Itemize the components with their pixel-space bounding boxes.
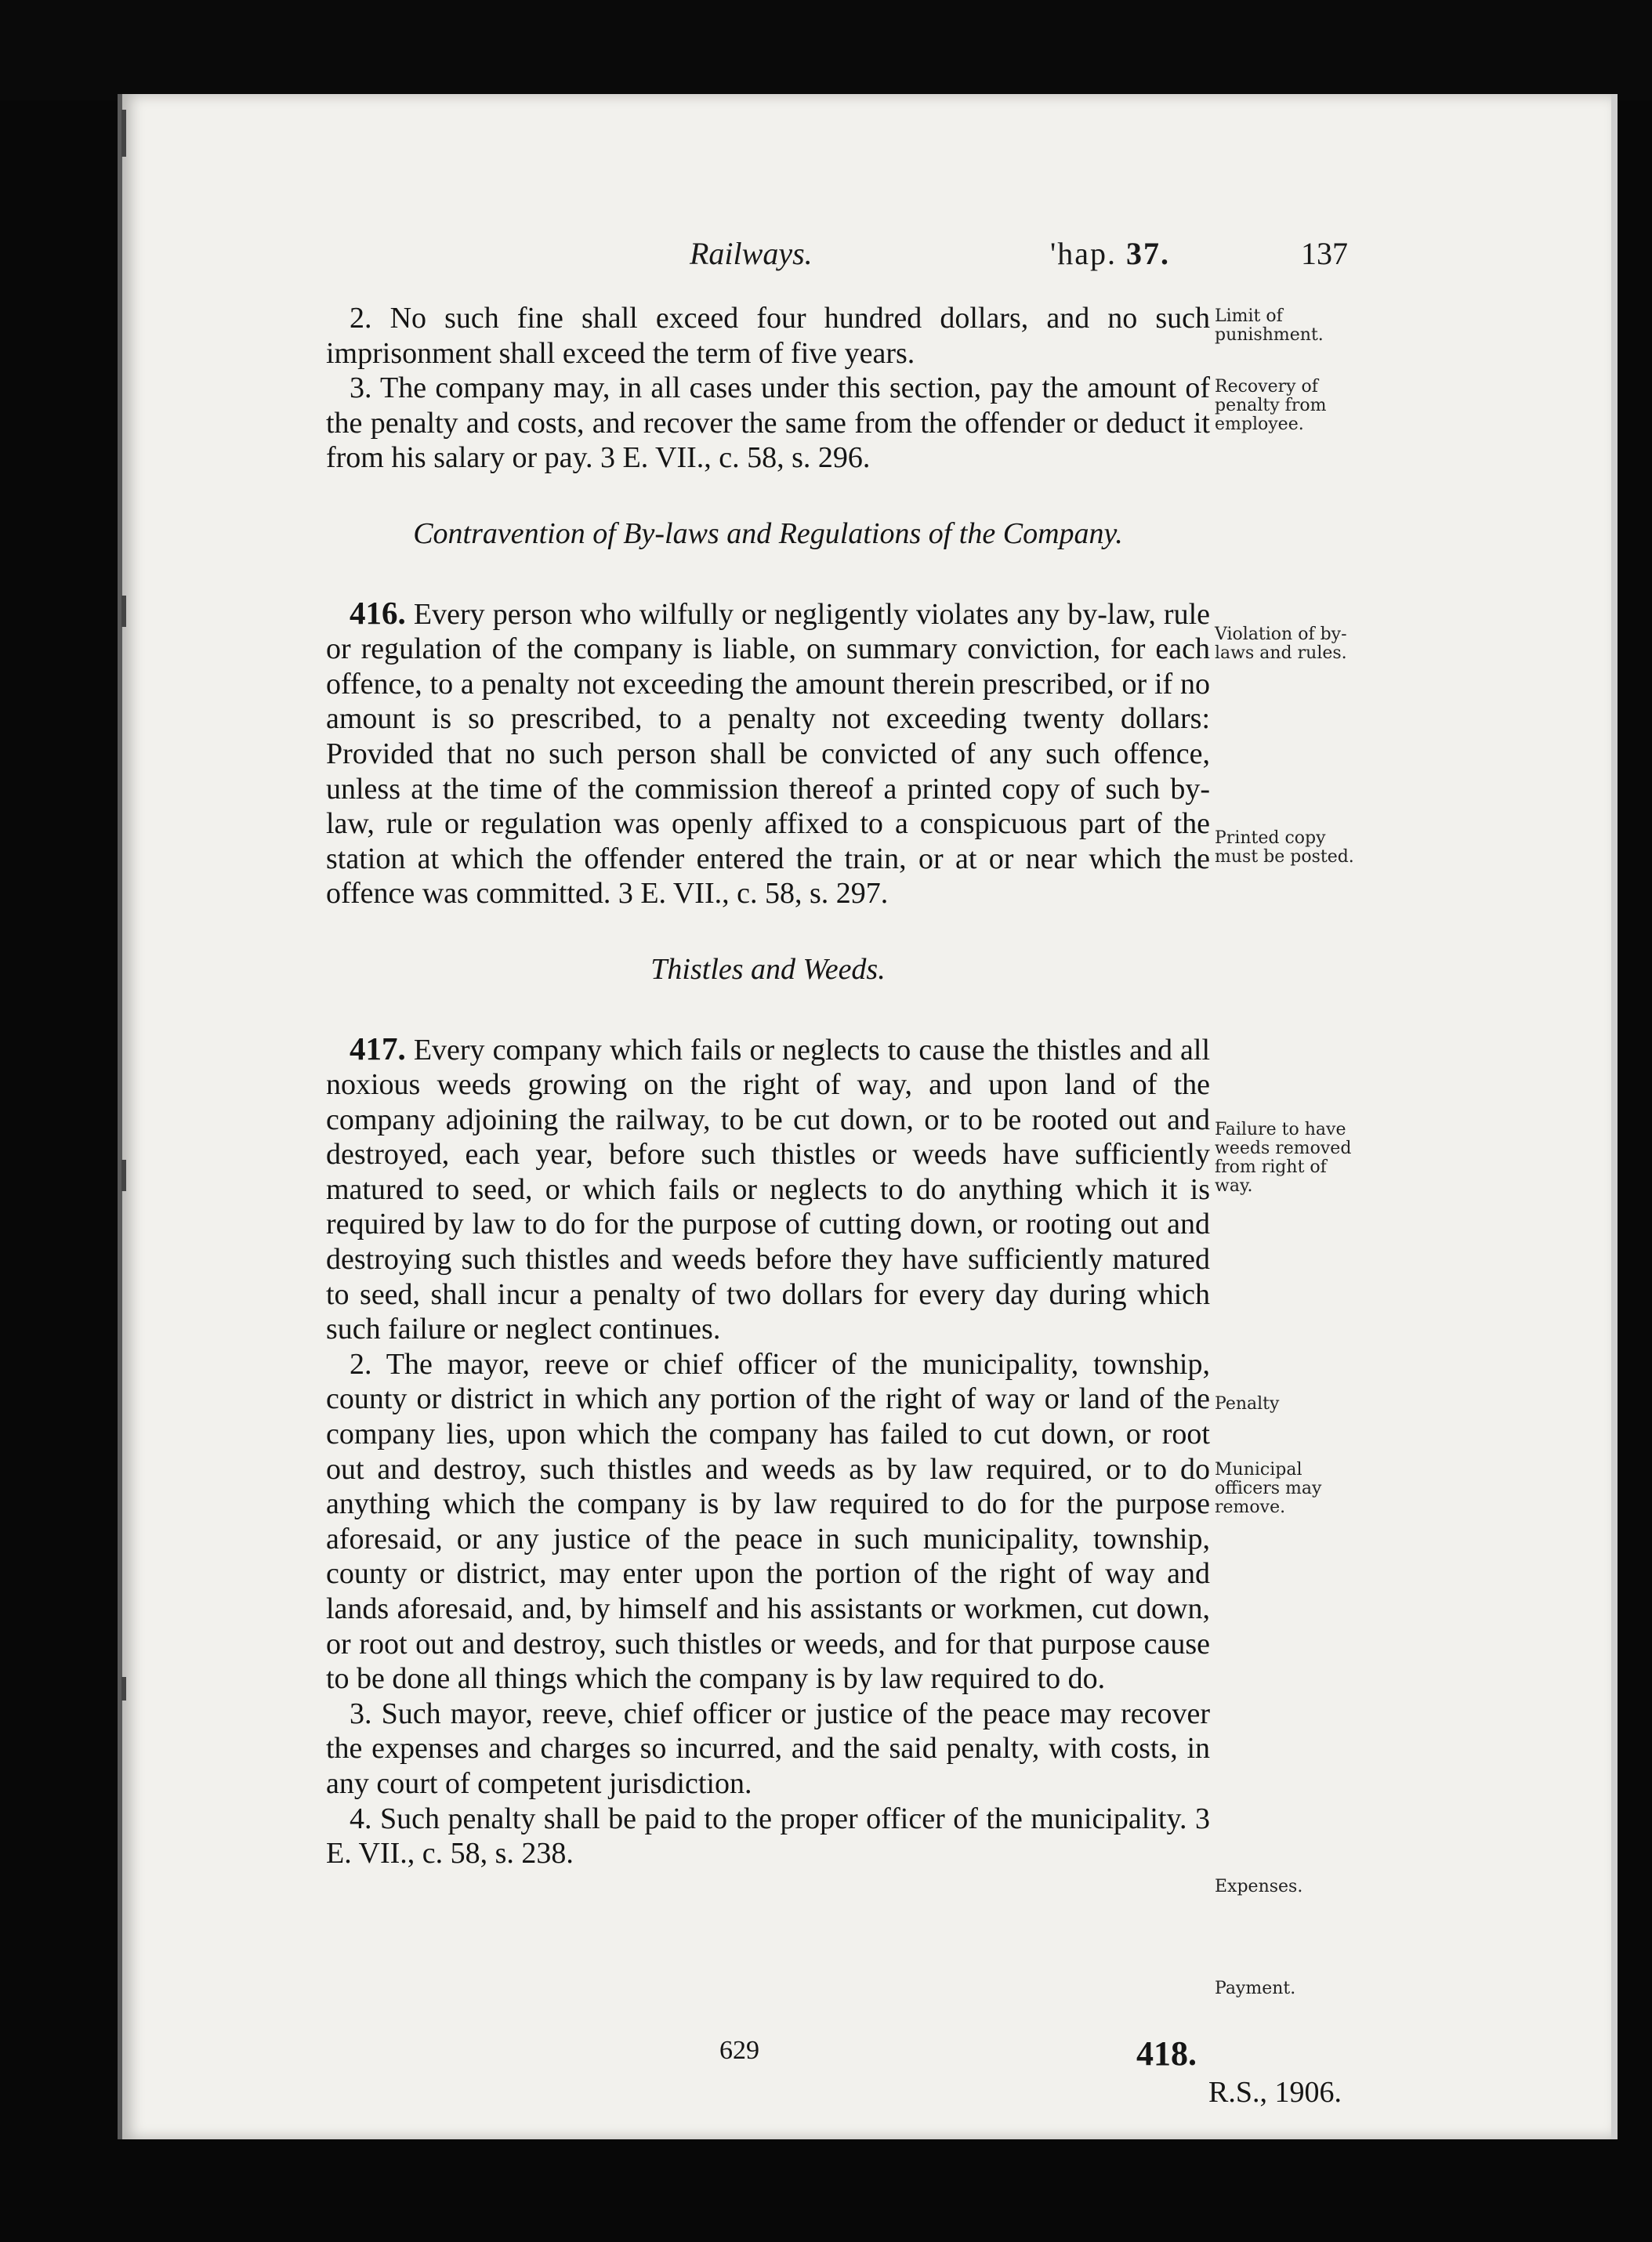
chapter-number: 37. xyxy=(1125,236,1170,271)
margin-note-recovery: Recovery of penalty from employee. xyxy=(1215,377,1327,434)
binding-mark xyxy=(121,1677,126,1701)
source-reference: R.S., 1906. xyxy=(1208,2076,1342,2109)
section-number: 417. xyxy=(350,1030,406,1067)
section-417-text: Every company which fails or neglects to cause the thistles and all noxious weeds growing on the right of way, and upon land of the company adjoining the railway, to be cut down, or to be rooted out and destroyed, each year, before such thistles or weeds have sufficiently matured to seed, or which fails or neglects to do anything which it is required by law to do for the purpose of cutting down, or rooting out and destroying such thistles and weeds before they have sufficiently matured to seed, shall incur a penalty of two dollars for every day during which such failure or neglect continues. xyxy=(326,1033,1211,1346)
section-heading-thistles: Thistles and Weeds. xyxy=(650,952,886,986)
paragraph-417-3: 3. Such mayor, reeve, chief officer or justice of the peace may recover the expenses and charges so incurred, and the said penalty, with costs, in any court of competent jurisdiction. xyxy=(326,1697,1210,1800)
binding-mark xyxy=(121,1160,126,1191)
section-417 xyxy=(326,1031,1210,1347)
margin-note-limit: Limit of punishment. xyxy=(1215,306,1324,345)
running-head-title: Railways. xyxy=(690,236,813,271)
main-text-column xyxy=(326,301,1210,1871)
paragraph-417-4: 4. Such penalty shall be paid to the proper officer of the municipality. 3 E. VII., c. 58, s. 238. xyxy=(326,1802,1210,1871)
paragraph-416-2: 2. No such fine shall exceed four hundred dollars, and no such imprisonment shall exceed the term of five years. xyxy=(326,302,1210,370)
scanner-border xyxy=(0,0,1652,100)
section-heading-bylaws: Contravention of By-laws and Regulations of the Company. xyxy=(413,516,1123,550)
running-head-chapter xyxy=(1050,235,1170,274)
margin-note-municipal: Municipal officers may remove. xyxy=(1215,1460,1322,1517)
section-number: 416. xyxy=(350,594,406,631)
page-folio: 629 xyxy=(719,2036,759,2065)
margin-note-printed-copy: Printed copy must be posted. xyxy=(1215,828,1354,867)
paragraph-416-3: 3. The company may, in all cases under this section, pay the amount of the penalty and costs, and recover the same from the offender or deduct it from his salary or pay. 3 E. VII., c. 58, s. 296. xyxy=(326,371,1210,475)
section-416-text: Every person who wilfully or negligently violates any by-law, rule or regulation of the company is liable, on summary conviction, for each offence, to a penalty not exceeding the amount therein prescribed, or if no amount is so prescribed, to a penalty not exceeding twenty dollars: Provided that no such person shall be convicted of any such offence, unless at the time of the commission thereof a printed copy of such by-law, rule or regulation was openly affixed to a conspicuous part of the station at which the offender entered the train, or at or near which the offence was committed. 3 E. VII., c. 58, s. 297. xyxy=(326,597,1211,911)
binding-mark xyxy=(121,596,126,627)
section-416 xyxy=(326,596,1210,911)
margin-note-penalty: Penalty xyxy=(1215,1394,1280,1414)
margin-note-payment: Payment. xyxy=(1215,1979,1296,1998)
margin-note-failure: Failure to have weeds removed from right of way. xyxy=(1215,1120,1352,1196)
catchword: 418. xyxy=(1136,2034,1197,2073)
margin-note-violation: Violation of by-laws and rules. xyxy=(1215,625,1347,663)
chapter-prefix: 'hap. xyxy=(1050,236,1117,271)
binding-mark xyxy=(121,110,126,157)
paragraph-417-2: 2. The mayor, reeve or chief officer of the municipality, township, county or district in which any portion of the right of way or land of the company lies, upon which the company has failed to cut down, or root out and destroy, such thistles and weeds as by law required, or to do anything which the company is by law required to do for the purpose aforesaid, or any justice of the peace in such municipality, township, county or district, may enter upon the portion of the right of way and lands aforesaid, and, by himself and his assistants or workmen, cut down, or root out and destroy, such thistles or weeds, and for that purpose cause to be done all things which the company is by law required to do. xyxy=(326,1347,1210,1696)
page-number: 137 xyxy=(1301,236,1348,271)
margin-note-expenses: Expenses. xyxy=(1215,1877,1303,1896)
